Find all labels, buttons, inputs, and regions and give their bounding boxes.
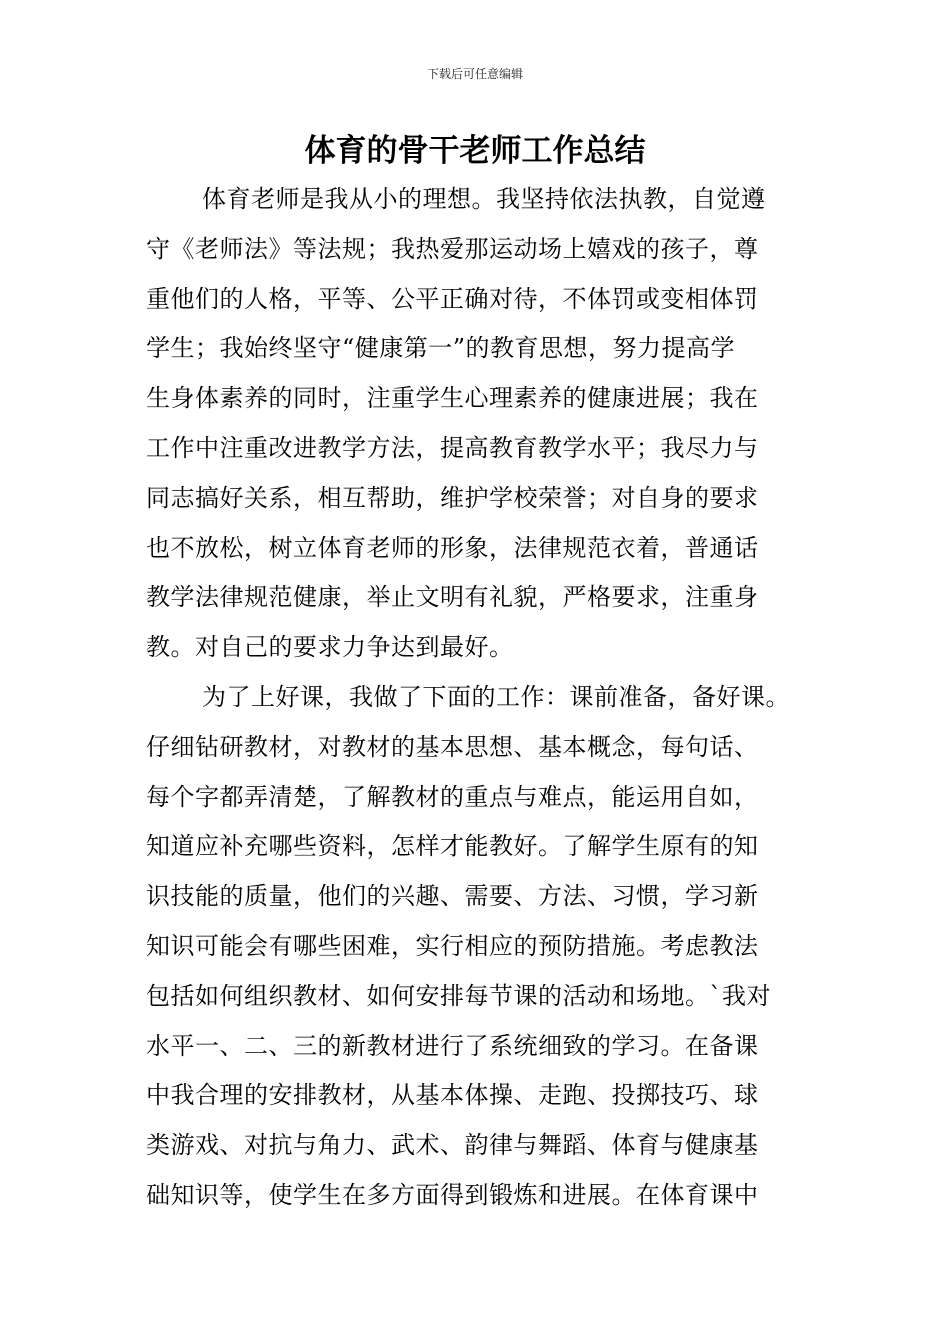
paragraph-line: 也不放松，树立体育老师的形象，法律规范衣着，普通话 — [146, 533, 759, 562]
paragraph-line: 生身体素养的同时，注重学生心理素养的健康进展；我在 — [146, 384, 759, 413]
paragraph-line: 类游戏、对抗与角力、武术、韵律与舞蹈、体育与健康基 — [146, 1131, 759, 1160]
document-body — [146, 175, 836, 1221]
paragraph-line: 础知识等，使学生在多方面得到锻炼和进展。在体育课中 — [146, 1180, 759, 1209]
paragraph-line: 包括如何组织教材、如何安排每节课的活动和场地。`我对 — [146, 981, 771, 1010]
paragraph-line: 知识可能会有哪些困难，实行相应的预防措施。考虑教法 — [146, 931, 759, 960]
paragraph-line: 教学法律规范健康，举止文明有礼貌，严格要求，注重身 — [146, 583, 759, 612]
paragraph-line: 工作中注重改进教学方法，提高教育教学水平；我尽力与 — [146, 433, 759, 462]
paragraph-line: 学生；我始终坚守“健康第一”的教育思想，努力提高学 — [146, 334, 736, 363]
paragraph-line: 守《老师法》等法规；我热爱那运动场上嬉戏的孩子，尊 — [146, 234, 759, 263]
paragraph-2 — [146, 673, 836, 1221]
paragraph-line: 重他们的人格，平等、公平正确对待，不体罚或变相体罚 — [146, 284, 759, 313]
paragraph-line: 仔细钻研教材，对教材的基本思想、基本概念，每句话、 — [146, 732, 759, 761]
paragraph-line: 同志搞好关系，相互帮助，维护学校荣誉；对自身的要求 — [146, 483, 759, 512]
paragraph-line: 教。对自己的要求力争达到最好。 — [146, 633, 514, 662]
paragraph-line: 每个字都弄清楚，了解教材的重点与难点，能运用自如， — [146, 782, 759, 811]
paragraph-line: 为了上好课，我做了下面的工作：课前准备，备好课。 — [202, 682, 790, 711]
paragraph-line: 体育老师是我从小的理想。我坚持依法执教，自觉遵 — [202, 185, 766, 213]
paragraph-line: 中我合理的安排教材，从基本体操、走跑、投掷技巧、球 — [146, 1081, 759, 1110]
paragraph-1 — [146, 175, 836, 673]
paragraph-line: 知道应补充哪些资料，怎样才能教好。了解学生原有的知 — [146, 832, 759, 861]
document-title: 体育的骨干老师工作总结 — [304, 133, 646, 169]
header-note: 下载后可任意编辑 — [426, 67, 523, 81]
paragraph-line: 水平一、二、三的新教材进行了系统细致的学习。在备课 — [146, 1031, 759, 1060]
paragraph-line: 识技能的质量，他们的兴趣、需要、方法、习惯，学习新 — [146, 882, 759, 911]
